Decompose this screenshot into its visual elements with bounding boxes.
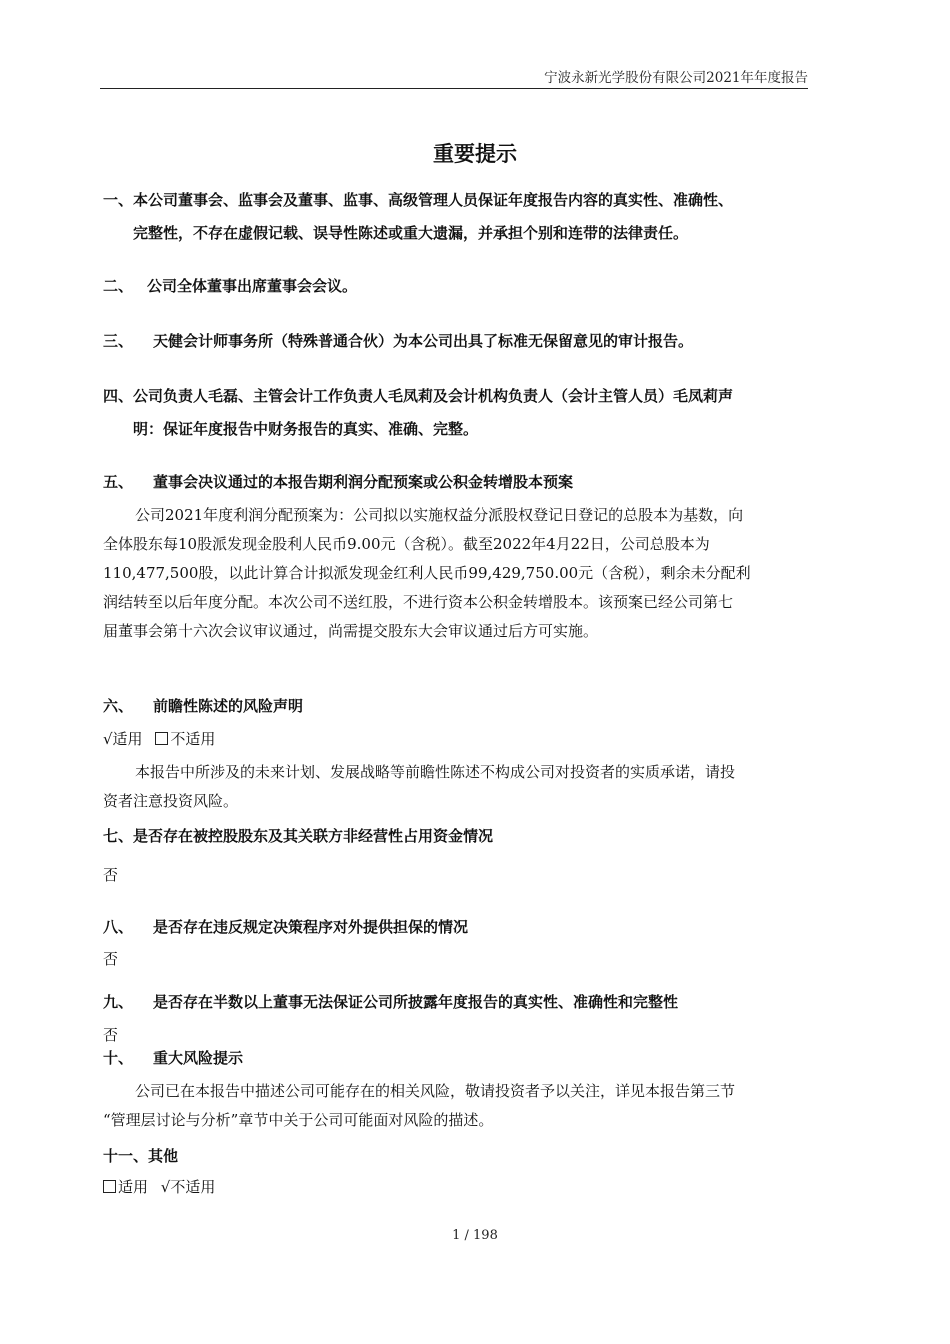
section-2-number: 二、 — [103, 277, 134, 295]
section-3-heading — [103, 325, 811, 358]
paragraph-line: 本报告中所涉及的未来计划、发展战略等前瞻性陈述不构成公司对投资者的实质承诺，请投 — [135, 763, 736, 781]
applicable-checked-option: √适用 — [103, 730, 143, 748]
section-7-heading — [103, 820, 811, 853]
section-9-number: 九、 — [103, 993, 134, 1011]
section-4-heading — [103, 380, 811, 413]
page-title: 重要提示 — [433, 142, 517, 166]
section-6-title: 前瞻性陈述的风险声明 — [153, 697, 304, 715]
section-4-line1: 公司负责人毛磊、主管会计工作负责人毛凤莉及会计机构负责人（会计主管人员）毛凤莉声 — [133, 387, 734, 405]
section-3-text: 天健会计师事务所（特殊普通合伙）为本公司出具了标准无保留意见的审计报告。 — [153, 332, 694, 350]
section-8-heading — [103, 911, 811, 944]
section-8-answer: 否 — [103, 950, 119, 968]
paragraph-line: 全体股东每10股派发现金股利人民币9.00元（含税）。截至2022年4月22日，公司总股本为 — [103, 535, 710, 553]
section-9-title: 是否存在半数以上董事无法保证公司所披露年度报告的真实性、准确性和完整性 — [153, 993, 679, 1011]
paragraph-line: 公司已在本报告中描述公司可能存在的相关风险，敬请投资者予以关注，详见本报告第三节 — [135, 1082, 736, 1100]
section-8-title: 是否存在违反规定决策程序对外提供担保的情况 — [153, 918, 469, 936]
applicable-option: 适用 — [118, 1178, 149, 1196]
section-10-paragraph — [103, 1077, 811, 1135]
page-number: 1 / 198 — [452, 1228, 498, 1243]
section-2-heading — [103, 270, 811, 303]
section-7-title: 是否存在被控股股东及其关联方非经营性占用资金情况 — [133, 827, 494, 845]
running-header: 宁波永新光学股份有限公司2021年年度报告 — [544, 70, 808, 86]
header-rule — [100, 88, 808, 89]
section-10-heading — [103, 1042, 811, 1075]
section-11-applicability — [103, 1173, 215, 1202]
section-5-title: 董事会决议通过的本报告期利润分配预案或公积金转增股本预案 — [153, 473, 574, 491]
paragraph-line: 资者注意投资风险。 — [103, 792, 239, 810]
paragraph-line: 公司2021年度利润分配预案为：公司拟以实施权益分派股权登记日登记的总股本为基数，向 — [135, 506, 744, 524]
section-1-heading — [103, 184, 811, 217]
section-5-paragraph — [103, 501, 811, 646]
section-1-line1: 本公司董事会、监事会及董事、监事、高级管理人员保证年度报告内容的真实性、准确性、 — [133, 191, 734, 209]
section-6-number: 六、 — [103, 697, 134, 715]
section-11-heading: 十一、其他 — [103, 1147, 179, 1165]
section-1-number: 一、 — [103, 191, 134, 209]
checkbox-empty-icon — [155, 732, 168, 745]
section-9-heading — [103, 986, 811, 1019]
paragraph-line: “管理层讨论与分析”章节中关于公司可能面对风险的描述。 — [103, 1111, 494, 1129]
section-8-number: 八、 — [103, 918, 134, 936]
section-4-line2: 明：保证年度报告中财务报告的真实、准确、完整。 — [133, 420, 479, 438]
section-6-heading — [103, 690, 811, 723]
section-1-line2: 完整性，不存在虚假记载、误导性陈述或重大遗漏，并承担个别和连带的法律责任。 — [133, 224, 689, 242]
checkbox-empty-icon — [103, 1180, 116, 1193]
section-3-number: 三、 — [103, 332, 134, 350]
paragraph-line: 110,477,500股，以此计算合计拟派发现金红利人民币99,429,750.00元（含税），剩余未分配利 — [103, 564, 751, 582]
paragraph-line: 润结转至以后年度分配。本次公司不送红股，不进行资本公积金转增股本。该预案已经公司第七 — [103, 593, 734, 611]
not-applicable-option: 不适用 — [170, 730, 216, 748]
section-9-answer: 否 — [103, 1026, 119, 1044]
section-10-title: 重大风险提示 — [153, 1049, 244, 1067]
section-6-paragraph — [103, 758, 811, 816]
paragraph-line: 届董事会第十六次会议审议通过，尚需提交股东大会审议通过后方可实施。 — [103, 622, 599, 640]
section-7-answer: 否 — [103, 866, 119, 884]
section-2-text: 公司全体董事出席董事会会议。 — [147, 277, 358, 295]
section-4-number: 四、 — [103, 387, 134, 405]
section-5-heading — [103, 466, 811, 499]
section-5-number: 五、 — [103, 473, 134, 491]
section-7-number: 七、 — [103, 827, 134, 845]
not-applicable-checked-option: √不适用 — [160, 1178, 216, 1196]
section-6-applicability — [103, 725, 215, 754]
section-10-number: 十、 — [103, 1049, 134, 1067]
